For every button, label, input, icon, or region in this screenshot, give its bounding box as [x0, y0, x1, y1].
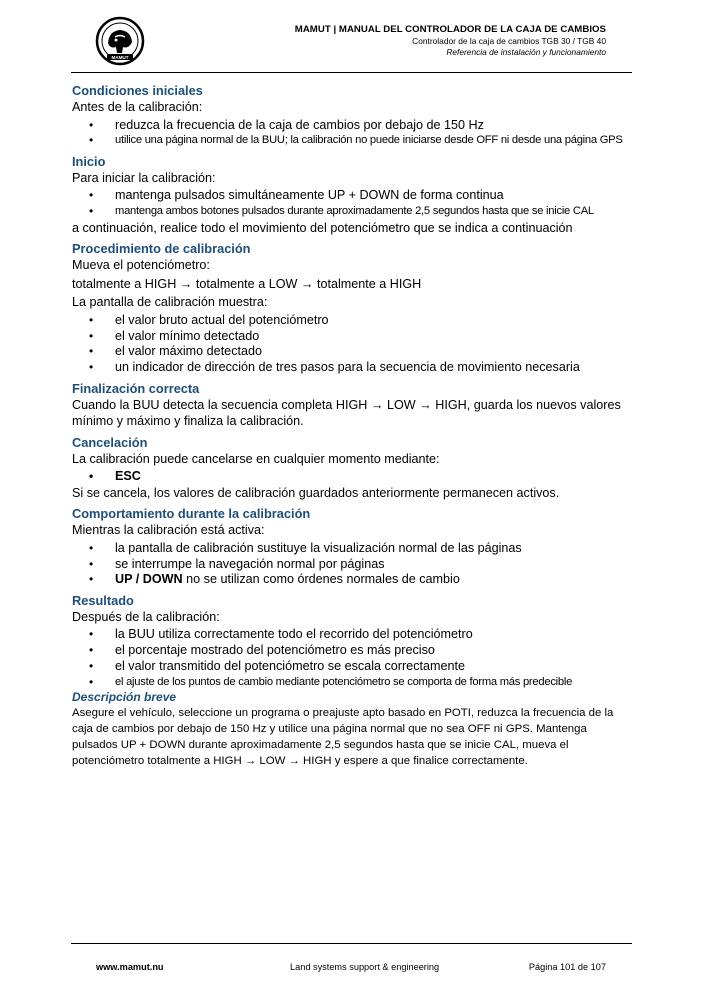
- behaviour-list: [72, 541, 632, 588]
- manual-reference: Referencia de instalación y funcionamiento: [446, 47, 606, 57]
- list-item: • mantenga pulsados simultáneamente UP + DOWN de forma continua: [72, 188, 632, 204]
- list-item: • el valor mínimo detectado: [72, 329, 632, 345]
- list-item: • el valor máximo detectado: [72, 344, 632, 360]
- list-item: • un indicador de dirección de tres pasos para la secuencia de movimiento necesaria: [72, 360, 632, 376]
- list-item: • mantenga ambos botones pulsados durante aproximadamente 2,5 segundos hasta que se inicie CAL: [72, 204, 632, 220]
- list-item: • el porcentaje mostrado del potenciómetro es más preciso: [72, 643, 632, 659]
- list-item: • el valor bruto actual del potenciómetro: [72, 313, 632, 329]
- cancel-after: Si se cancela, los valores de calibración guardados anteriormente permanecen activos.: [72, 485, 560, 500]
- list-item: • la pantalla de calibración sustituye la visualización normal de las páginas: [72, 541, 632, 557]
- list-item: • ESC: [72, 469, 632, 485]
- result-intro: Después de la calibración:: [72, 609, 220, 624]
- section-title-initial: Condiciones iniciales: [72, 83, 203, 98]
- page-footer: [71, 943, 632, 984]
- list-item: • la BUU utiliza correctamente todo el recorrido del potenciómetro: [72, 627, 632, 643]
- summary-text: Asegure el vehículo, seleccione un programa o preajuste apto basado en POTI, reduzca la frecuencia de la caja de cambios por debajo de 150 Hz y utilice una página normal que no sea OFF ni GPS. Mantenga pulsados UP + DOWN durante aproximadamente 2,5 segundos hasta que se inicie CAL, mueva el potenciómetro totalmente a HIGH → LOW → HIGH y espere a que finalice correctamente.: [72, 707, 614, 768]
- success-text: Cuando la BUU detecta la secuencia completa HIGH → LOW → HIGH, guarda los nuevos valores mínimo y máximo y finaliza la calibración.: [72, 397, 621, 429]
- list-item: • el valor transmitido del potenciómetro se escala correctamente: [72, 659, 632, 675]
- section-title-behaviour: Comportamiento durante la calibración: [72, 506, 311, 522]
- cancel-intro: La calibración puede cancelarse en cualquier momento mediante:: [72, 451, 440, 466]
- mamut-logo-icon: [95, 16, 145, 66]
- result-list: [72, 627, 632, 690]
- list-item: [72, 572, 632, 588]
- page-header: [71, 0, 632, 73]
- procedure-line2: totalmente a HIGH → totalmente a LOW → totalmente a HIGH: [72, 276, 422, 291]
- list-item: • se interrumpe la navegación normal por páginas: [72, 557, 632, 573]
- initial-intro: Antes de la calibración:: [72, 100, 203, 114]
- section-title-result: Resultado: [72, 592, 134, 608]
- section-title-procedure: Procedimiento de calibración: [72, 241, 251, 257]
- section-title-success: Finalización correcta: [72, 380, 200, 396]
- list-item: • el ajuste de los puntos de cambio mediante potenciómetro se comporta de forma más predecible: [72, 675, 632, 691]
- start-list: [72, 188, 632, 219]
- start-intro: Para iniciar la calibración:: [72, 170, 216, 185]
- list-item: • reduzca la frecuencia de la caja de cambios por debajo de 150 Hz: [72, 118, 632, 134]
- section-title-summary: Descripción breve: [72, 690, 177, 705]
- page-content: [72, 82, 632, 769]
- procedure-list: [72, 313, 632, 376]
- footer-website: www.mamut.nu: [96, 962, 164, 972]
- updown-label: UP / DOWN: [115, 572, 183, 587]
- logo-lettering: MAMUT: [111, 55, 129, 60]
- section-title-start: Inicio: [72, 153, 106, 169]
- manual-subtitle: Controlador de la caja de cambios TGB 30 / TGB 40: [412, 36, 606, 46]
- manual-title: MAMUT | MANUAL DEL CONTROLADOR DE LA CAJA DE CAMBIOS: [294, 24, 606, 35]
- list-item: • utilice una página normal de la BUU; la calibración no puede iniciarse desde OFF ni desde una página GPS: [72, 133, 632, 149]
- initial-list: [72, 118, 632, 149]
- procedure-line3: La pantalla de calibración muestra:: [72, 295, 268, 310]
- updown-text: no se utilizan como órdenes normales de cambio: [182, 572, 460, 587]
- behaviour-intro: Mientras la calibración está activa:: [72, 523, 265, 538]
- section-title-cancel: Cancelación: [72, 434, 148, 450]
- footer-page-number: Página 101 de 107: [528, 962, 606, 972]
- start-after: a continuación, realice todo el movimiento del potenciómetro que se indica a continuación: [72, 220, 573, 235]
- cancel-list: [72, 469, 632, 485]
- procedure-line1: Mueva el potenciómetro:: [72, 258, 210, 273]
- footer-tagline: Land systems support & engineering: [290, 962, 440, 972]
